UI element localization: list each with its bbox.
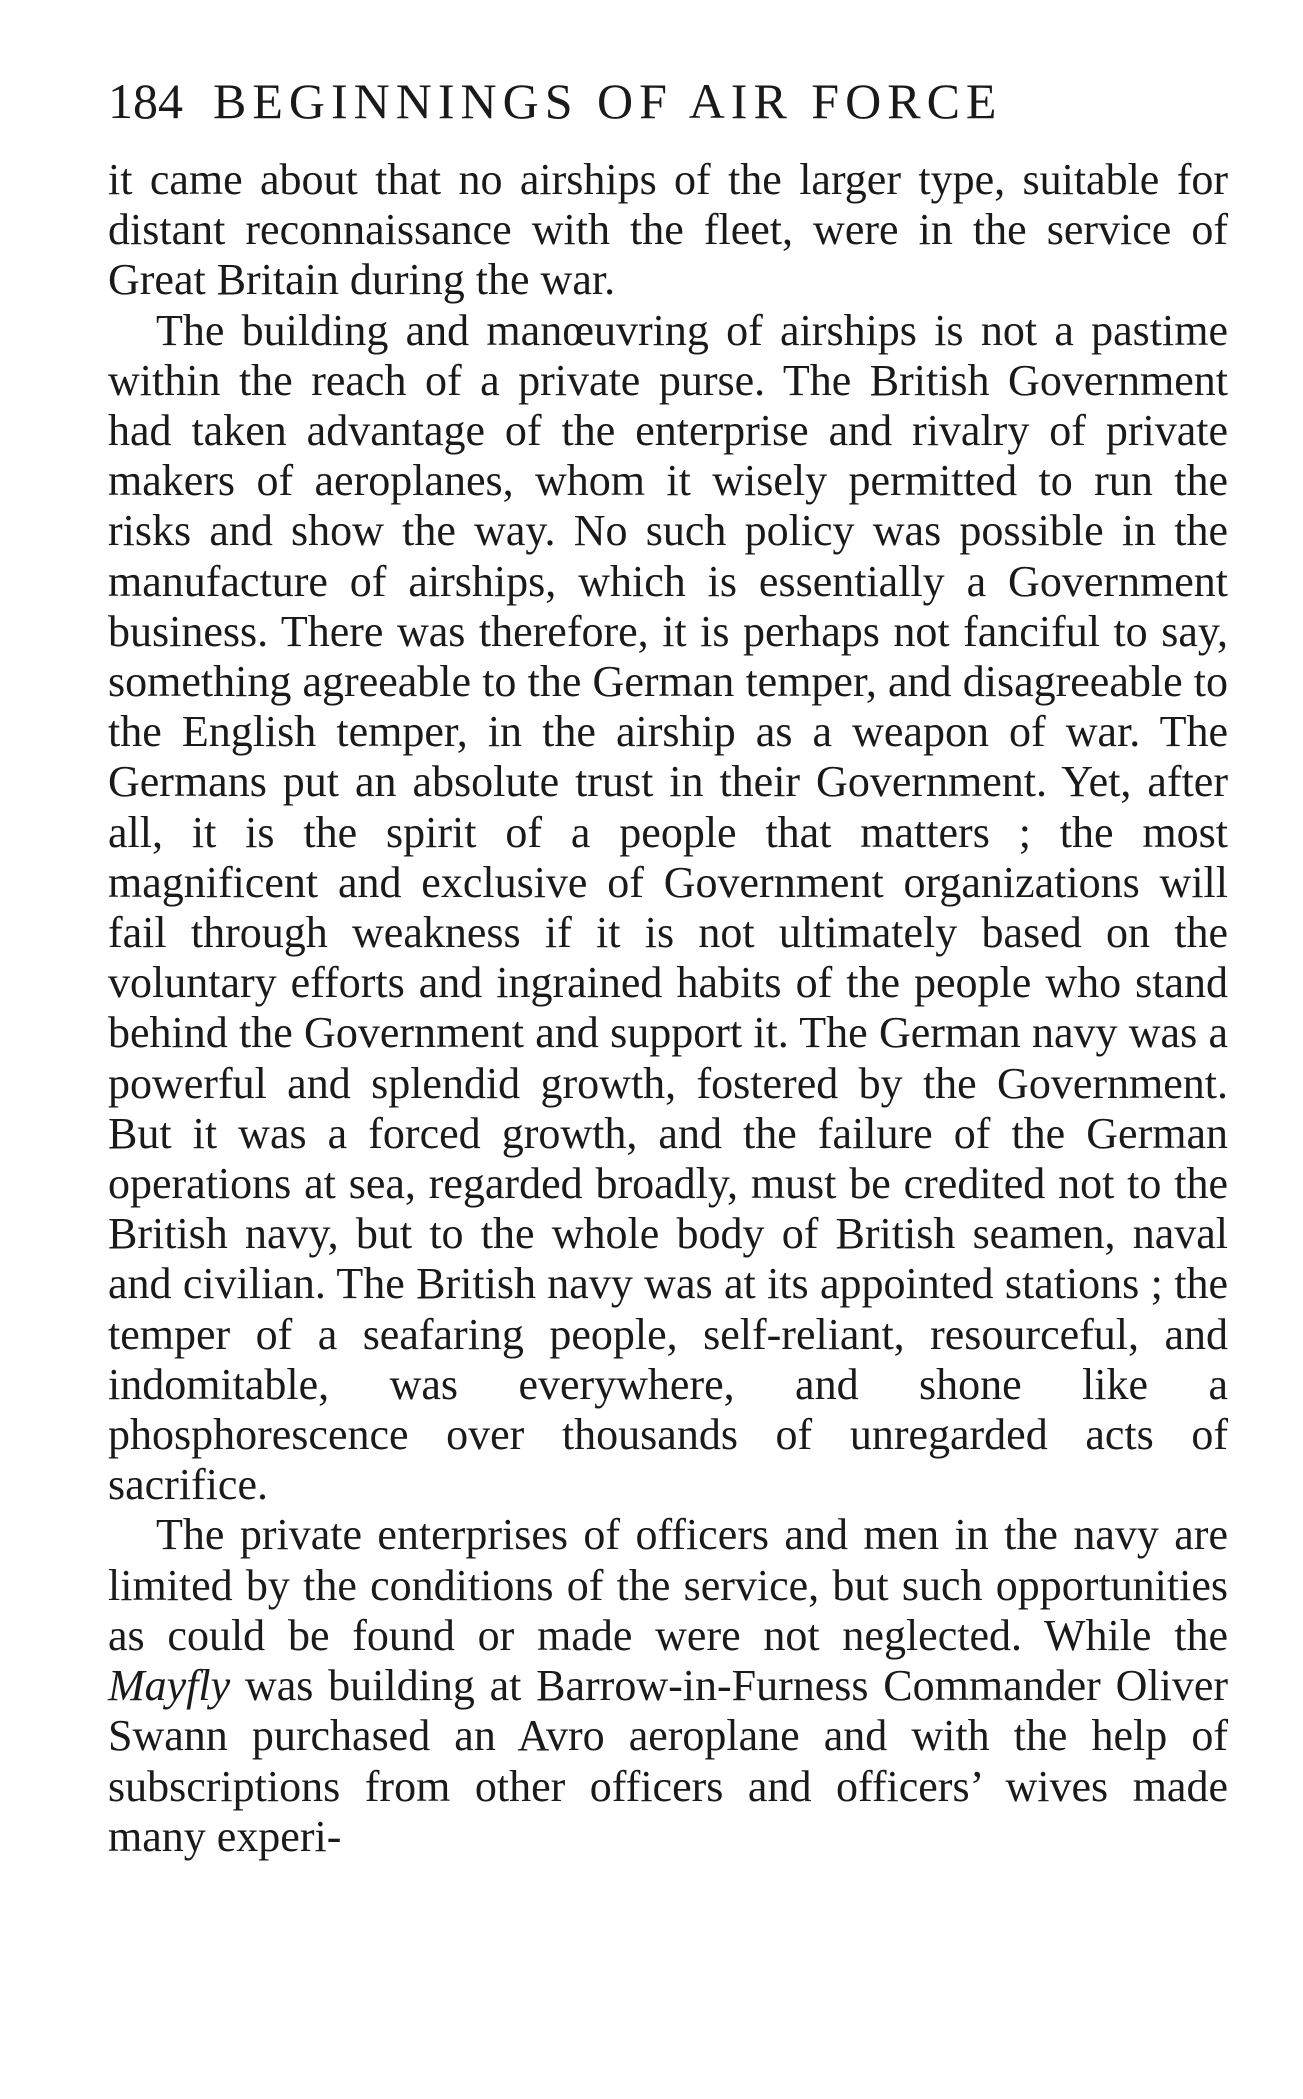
ship-name-italic: Mayfly — [108, 1661, 231, 1711]
page-header — [108, 66, 1138, 136]
paragraph-3 — [108, 1510, 1228, 1861]
paragraph-3-text-before: The private enterprises of officers and men in the navy are limited by the conditions of the service, but such opportunities as could be found or made were not neglected. While the — [108, 1510, 1228, 1660]
paragraph-3-text-after: was building at Barrow-in-Furness Commander Oliver Swann purchased an Avro aeroplane and with the help of subscriptions from other officers and officers’ wives made many experi- — [108, 1661, 1228, 1861]
page-number: 184 — [108, 73, 183, 129]
body-text — [108, 155, 1228, 1862]
paragraph-1: it came about that no airships of the larger type, suitable for distant reconnaissance with the fleet, were in the service of Great Britain during the war. — [108, 155, 1228, 305]
running-title: BEGINNINGS OF AIR FORCE — [213, 73, 1003, 129]
paragraph-2: The building and manœuvring of airships is not a pastime within the reach of a private purse. The British Government had taken advantage of the enterprise and rivalry of private makers of aeroplanes, whom it wisely permitted to run the risks and show the way. No such policy was possible in the manufacture of airships, which is essentially a Government business. There was therefore, it is perhaps not fanciful to say, something agreeable to the German temper, and disagreeable to the English temper, in the airship as a weapon of war. The Germans put an absolute trust in their Government. Yet, after all, it is the spirit of a people that matters ; the most magnificent and exclusive of Government organizations will fail through weakness if it is not ultimately based on the voluntary efforts and ingrained habits of the people who stand behind the Government and support it. The German navy was a powerful and splendid growth, fostered by the Government. But it was a forced growth, and the failure of the German operations at sea, regarded broadly, must be credited not to the British navy, but to the whole body of British seamen, naval and civilian. The British navy was at its appointed stations ; the temper of a seafaring people, self-reliant, resourceful, and indomitable, was everywhere, and shone like a phosphorescence over thousands of unregarded acts of sacrifice. — [108, 305, 1228, 1510]
